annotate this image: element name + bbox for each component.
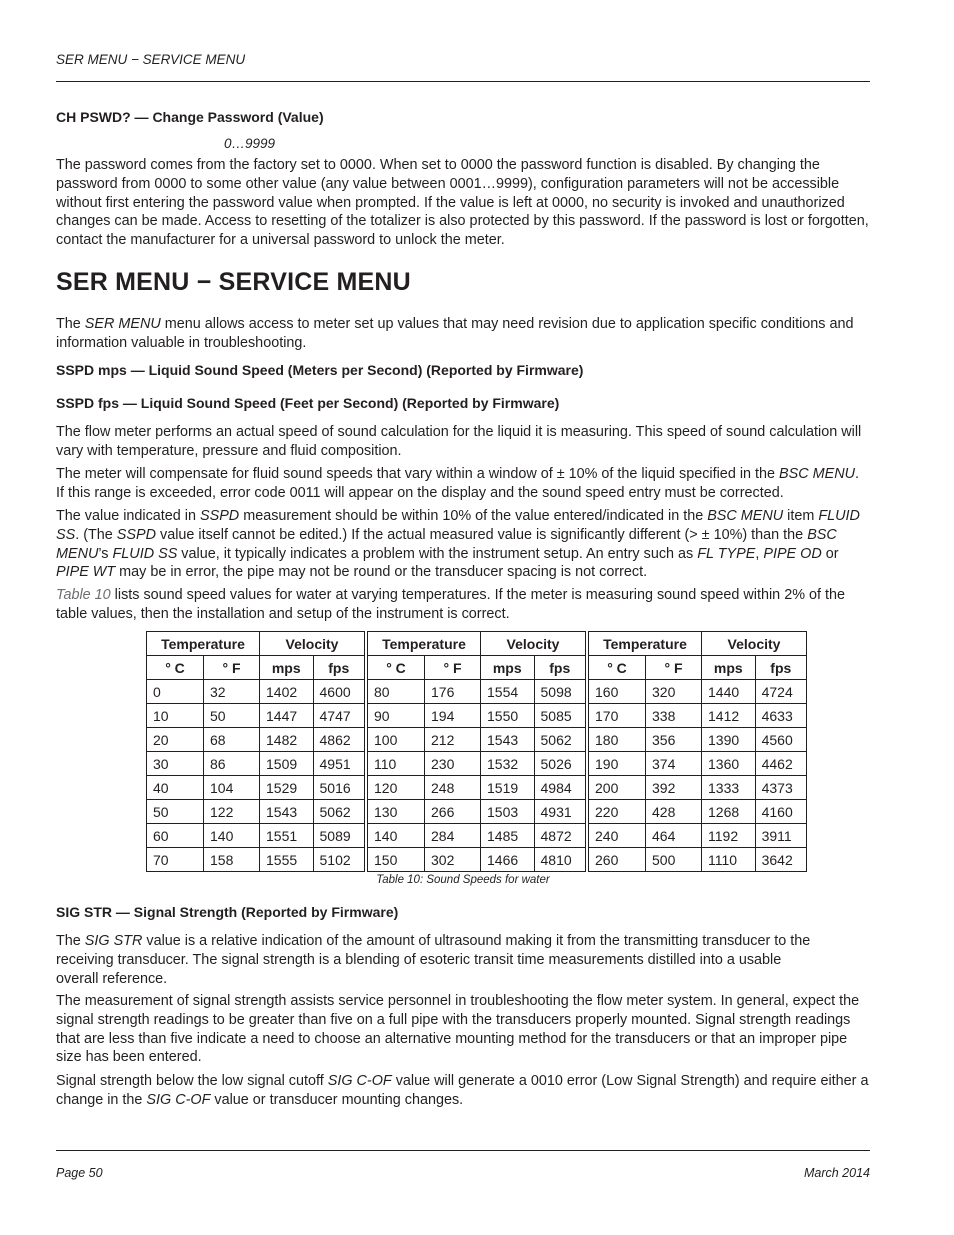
table-body [147, 680, 807, 872]
group-header-velocity: Velocity [260, 632, 367, 656]
chpswd-range: 0…9999 [224, 136, 276, 151]
table-cell: 248 [425, 776, 481, 800]
sound-speed-table [146, 631, 807, 872]
table-cell: 120 [366, 776, 425, 800]
sspd-paragraph-2: The meter will compensate for fluid sound speeds that vary within a window of ± 10% of the liquid specified in the BSC MENU. If this range is exceeded, error code 0011 will appear on the display and the sound speed entry must be corrected. [56, 466, 859, 501]
table-cell: 3642 [755, 848, 806, 872]
table-cell: 1503 [481, 800, 535, 824]
table-group-header-row [147, 632, 807, 656]
table-cell: 176 [425, 680, 481, 704]
unit-header-mps: mps [702, 656, 756, 680]
table-cell: 1543 [481, 728, 535, 752]
table-cell: 0 [147, 680, 204, 704]
table-cell: 50 [147, 800, 204, 824]
table-row [147, 848, 807, 872]
table-cell: 140 [366, 824, 425, 848]
table-cell: 1268 [702, 800, 756, 824]
table-cell: 1482 [260, 728, 314, 752]
sspd-paragraph-4: Table 10 lists sound speed values for water at varying temperatures. If the meter is measuring sound speed within 2% of the table values, then the installation and setup of the instrument is correct. [56, 587, 845, 622]
table-cell: 4160 [755, 800, 806, 824]
table-cell: 302 [425, 848, 481, 872]
table-cell: 4951 [313, 752, 366, 776]
table-cell: 5098 [534, 680, 587, 704]
table-cell: 200 [587, 776, 646, 800]
group-header-velocity: Velocity [702, 632, 807, 656]
section-title: SER MENU − SERVICE MENU [56, 268, 411, 296]
table-row [147, 800, 807, 824]
table-cell: 70 [147, 848, 204, 872]
chpswd-heading: CH PSWD? — Change Password (Value) [56, 109, 324, 125]
unit-header-celsius: ° C [366, 656, 425, 680]
table-cell: 428 [646, 800, 702, 824]
table-cell: 122 [204, 800, 260, 824]
table-cell: 170 [587, 704, 646, 728]
table-cell: 190 [587, 752, 646, 776]
table-cell: 284 [425, 824, 481, 848]
table-cell: 32 [204, 680, 260, 704]
table-row [147, 776, 807, 800]
table-cell: 4600 [313, 680, 366, 704]
footer-rule [56, 1150, 870, 1151]
group-header-temperature: Temperature [366, 632, 481, 656]
table-cell: 1360 [702, 752, 756, 776]
table-cell: 5016 [313, 776, 366, 800]
table-unit-header-row [147, 656, 807, 680]
table-cell: 68 [204, 728, 260, 752]
table-caption: Table 10: Sound Speeds for water [376, 874, 550, 886]
table-cell: 150 [366, 848, 425, 872]
sspd-paragraph-1: The flow meter performs an actual speed of sound calculation for the liquid it is measuring. This speed of sound calculation will vary with temperature, pressure and fluid composition. [56, 424, 862, 459]
table-cell: 320 [646, 680, 702, 704]
table-cell: 4931 [534, 800, 587, 824]
table-cell: 4872 [534, 824, 587, 848]
table-cell: 5062 [313, 800, 366, 824]
footer-date: March 2014 [803, 1166, 870, 1180]
table-cell: 130 [366, 800, 425, 824]
table-cell: 1110 [702, 848, 756, 872]
unit-header-fahrenheit: ° F [646, 656, 702, 680]
unit-header-fahrenheit: ° F [425, 656, 481, 680]
table-cell: 180 [587, 728, 646, 752]
table-row [147, 824, 807, 848]
table-cell: 220 [587, 800, 646, 824]
unit-header-mps: mps [481, 656, 535, 680]
unit-header-fps: fps [755, 656, 806, 680]
table-cell: 1554 [481, 680, 535, 704]
group-header-temperature: Temperature [587, 632, 702, 656]
table-cell: 260 [587, 848, 646, 872]
sigstr-paragraph-3: Signal strength below the low signal cutoff SIG C-OF value will generate a 0010 error (Low Signal Strength) and require either a change in the SIG C-OF value or transducer mounting changes. [56, 1073, 869, 1108]
header-rule [56, 81, 870, 82]
unit-header-fahrenheit: ° F [204, 656, 260, 680]
table-cell: 10 [147, 704, 204, 728]
section-intro: The SER MENU menu allows access to meter set up values that may need revision due to application specific conditions and information valuable in troubleshooting. [56, 316, 854, 351]
table-cell: 212 [425, 728, 481, 752]
table-cell: 110 [366, 752, 425, 776]
table-row [147, 680, 807, 704]
table-cell: 1390 [702, 728, 756, 752]
table-cell: 1440 [702, 680, 756, 704]
table-cell: 100 [366, 728, 425, 752]
table-cell: 80 [366, 680, 425, 704]
sspd-mps-heading: SSPD mps — Liquid Sound Speed (Meters per Second) (Reported by Firmware) [56, 362, 584, 378]
table-cell: 1529 [260, 776, 314, 800]
table-cell: 1551 [260, 824, 314, 848]
table-cell: 500 [646, 848, 702, 872]
sigstr-heading: SIG STR — Signal Strength (Reported by Firmware) [56, 904, 399, 920]
table-cell: 240 [587, 824, 646, 848]
table-cell: 40 [147, 776, 204, 800]
running-header: SER MENU − SERVICE MENU [56, 52, 246, 67]
table-cell: 1412 [702, 704, 756, 728]
table-cell: 140 [204, 824, 260, 848]
table-cell: 60 [147, 824, 204, 848]
sigstr-paragraph-2: The measurement of signal strength assists service personnel in troubleshooting the flow meter system. In general, expect the signal strength readings to be greater than five on a full pipe with the transducers properly mounted. Signal strength readings that are less than five indicate a need to choose an alternative mounting method for the transducers or that an improper pipe size has been entered. [56, 993, 860, 1066]
unit-header-mps: mps [260, 656, 314, 680]
table-cell: 4462 [755, 752, 806, 776]
table-cell: 158 [204, 848, 260, 872]
table-cell: 104 [204, 776, 260, 800]
table-cell: 4560 [755, 728, 806, 752]
group-header-temperature: Temperature [147, 632, 260, 656]
table-cell: 30 [147, 752, 204, 776]
table-cell: 1402 [260, 680, 314, 704]
table-cell: 1466 [481, 848, 535, 872]
table-row [147, 704, 807, 728]
table-cell: 1519 [481, 776, 535, 800]
table-cell: 1447 [260, 704, 314, 728]
table-cell: 20 [147, 728, 204, 752]
table-cell: 5085 [534, 704, 587, 728]
table-cell: 1485 [481, 824, 535, 848]
table-cell: 5026 [534, 752, 587, 776]
table-reference-link[interactable]: Table 10 [56, 587, 111, 603]
table-cell: 3911 [755, 824, 806, 848]
table-cell: 4724 [755, 680, 806, 704]
page-number: Page 50 [56, 1166, 103, 1180]
table-cell: 4862 [313, 728, 366, 752]
table-cell: 5102 [313, 848, 366, 872]
table-cell: 374 [646, 752, 702, 776]
unit-header-fps: fps [313, 656, 366, 680]
table-cell: 5062 [534, 728, 587, 752]
table-cell: 1543 [260, 800, 314, 824]
sigstr-paragraph-1: The SIG STR value is a relative indication of the amount of ultrasound making it from the transmitting transducer to the receiving transducer. The signal strength is a blending of esoteric transit time measurements distilled into a usable overall reference. [56, 933, 811, 987]
chpswd-body: The password comes from the factory set to 0000. When set to 0000 the password function is disabled. By changing the password from 0000 to some other value (any value between 0001…9999), configuration parameters will not be accessible without first entering the password value when prompted. If the value is left at 0000, no security is invoked and unauthorized changes can be made. Access to resetting of the totalizer is also protected by this password. If the password is lost or forgotten, contact the manufacturer for a universal password to unlock the meter. [56, 157, 869, 249]
table-cell: 464 [646, 824, 702, 848]
table-cell: 4984 [534, 776, 587, 800]
table-cell: 4633 [755, 704, 806, 728]
unit-header-celsius: ° C [147, 656, 204, 680]
table-cell: 4373 [755, 776, 806, 800]
table-cell: 50 [204, 704, 260, 728]
table-cell: 1550 [481, 704, 535, 728]
table-cell: 1192 [702, 824, 756, 848]
table-row [147, 728, 807, 752]
table-cell: 338 [646, 704, 702, 728]
unit-header-fps: fps [534, 656, 587, 680]
table-cell: 1532 [481, 752, 535, 776]
table-cell: 90 [366, 704, 425, 728]
unit-header-celsius: ° C [587, 656, 646, 680]
table-cell: 266 [425, 800, 481, 824]
table-cell: 230 [425, 752, 481, 776]
table-cell: 1555 [260, 848, 314, 872]
table-cell: 5089 [313, 824, 366, 848]
sspd-paragraph-3: The value indicated in SSPD measurement should be within 10% of the value entered/indicated in the BSC MENU item FLUID SS. (The SSPD value itself cannot be edited.) If the actual measured value is significantly different (> ± 10%) than the BSC MENU’s FLUID SS value, it typically indicates a problem with the instrument setup. An entry such as FL TYPE, PIPE OD or PIPE WT may be in error, the pipe may not be round or the transducer spacing is not correct. [56, 508, 860, 581]
table-cell: 392 [646, 776, 702, 800]
table-row [147, 752, 807, 776]
table-cell: 86 [204, 752, 260, 776]
table-cell: 356 [646, 728, 702, 752]
table-cell: 194 [425, 704, 481, 728]
table-cell: 160 [587, 680, 646, 704]
table-cell: 4747 [313, 704, 366, 728]
table-cell: 1509 [260, 752, 314, 776]
group-header-velocity: Velocity [481, 632, 588, 656]
table-cell: 1333 [702, 776, 756, 800]
table-cell: 4810 [534, 848, 587, 872]
sspd-fps-heading: SSPD fps — Liquid Sound Speed (Feet per Second) (Reported by Firmware) [56, 395, 560, 411]
